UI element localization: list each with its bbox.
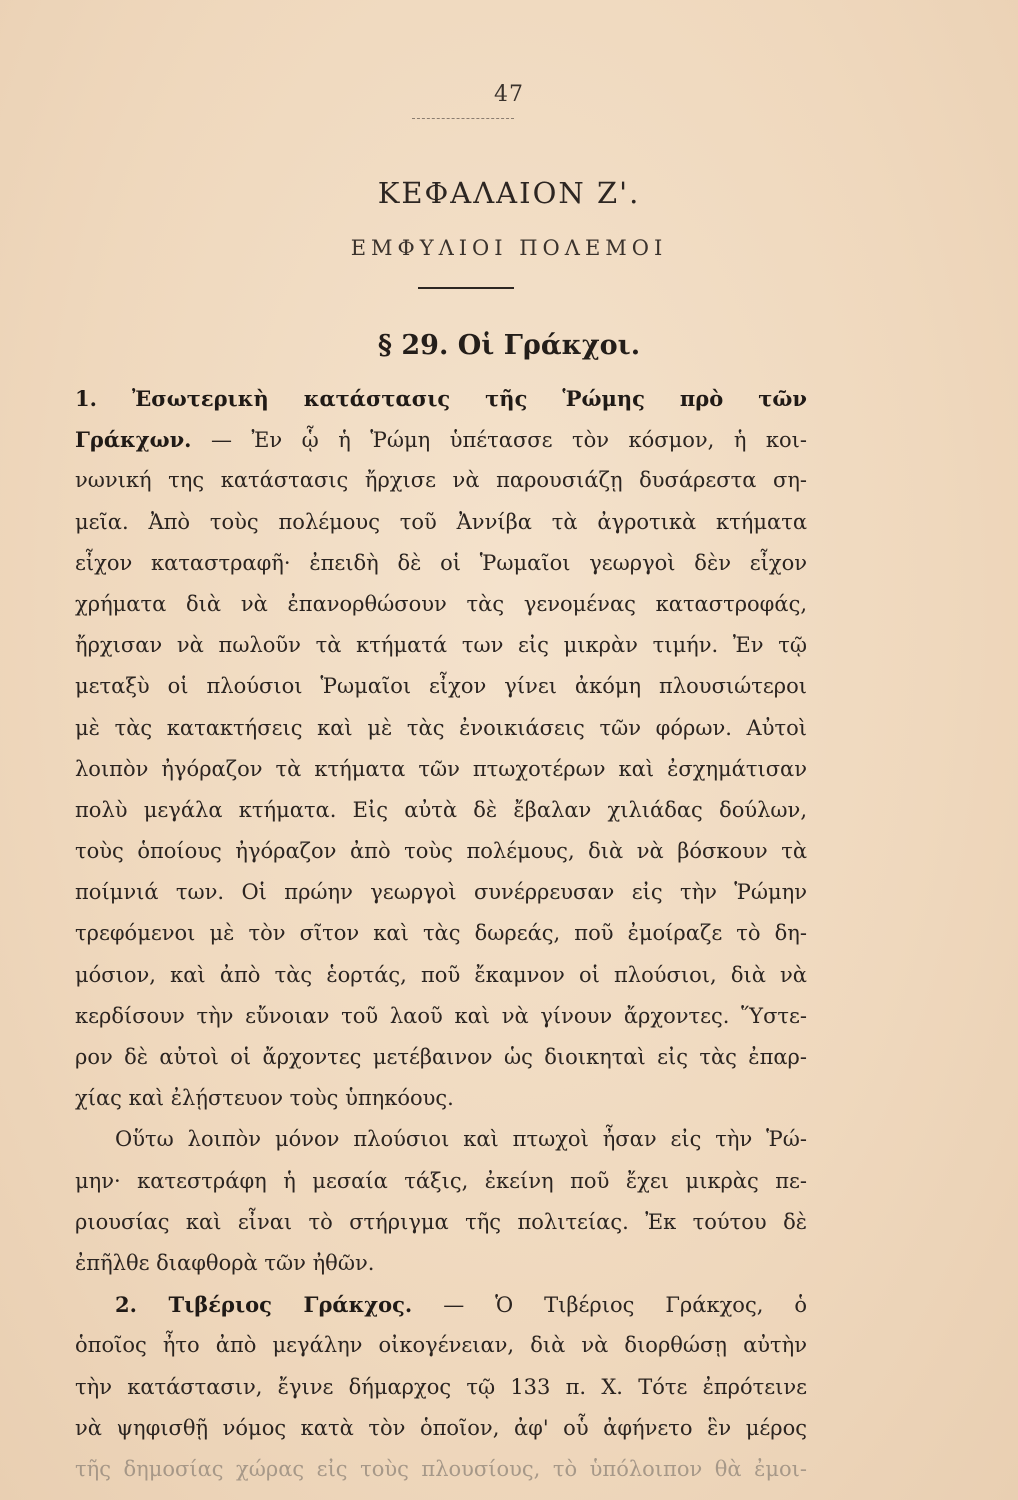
page-number: 47 bbox=[494, 82, 524, 107]
body-text bbox=[75, 378, 807, 1490]
paragraph-heading: 1. Ἐσωτερικὴ κατάστασις τῆς Ῥώμης πρὸ τῶν bbox=[75, 386, 807, 411]
text-line: μεῖα. Ἀπὸ τοὺς πολέμους τοῦ Ἀννίβα τὰ ἀγροτικὰ κτήματα bbox=[75, 509, 807, 534]
text-line: χρήματα διὰ νὰ ἐπανορθώσουν τὰς γενομένας καταστροφάς, bbox=[75, 591, 807, 616]
section-heading: § 29. Οἱ Γράκχοι. bbox=[377, 330, 641, 361]
text-line: λοιπὸν ἠγόραζον τὰ κτήματα τῶν πτωχοτέρων καὶ ἐσχημάτισαν bbox=[75, 756, 807, 781]
text-line: ριουσίας καὶ εἶναι τὸ στήριγμα τῆς πολιτείας. Ἐκ τούτου δὲ bbox=[75, 1209, 807, 1234]
paragraph-heading-continued: Γράκχων. bbox=[75, 427, 192, 453]
text-line: μὲ τὰς κατακτήσεις καὶ μὲ τὰς ἐνοικιάσεις τῶν φόρων. Αὐτοὶ bbox=[75, 715, 807, 740]
text-line: μην· κατεστράφη ἡ μεσαία τάξις, ἐκείνη ποῦ ἔχει μικρὰς πε- bbox=[75, 1168, 807, 1193]
text-span: — Ἐν ᾧ ἡ Ῥώμη ὑπέτασσε τὸν κόσμον, ἡ κοι- bbox=[210, 428, 807, 453]
chapter-subtitle: ΕΜΦΥΛΙΟΙ ΠΟΛΕΜΟΙ bbox=[350, 236, 668, 260]
text-line: νὰ ψηφισθῇ νόμος κατὰ τὸν ὁποῖον, ἀφ' οὗ ἀφήνετο ἓν μέρος bbox=[75, 1415, 807, 1440]
text-line: ὁποῖος ἦτο ἀπὸ μεγάλην οἰκογένειαν, διὰ νὰ διορθώσῃ αὐτὴν bbox=[75, 1333, 807, 1358]
text-span: — Ὁ Τιβέριος Γράκχος, ὁ bbox=[443, 1293, 807, 1318]
text-line: μεταξὺ οἱ πλούσιοι Ῥωμαῖοι εἶχον γίνει ἀκόμη πλουσιώτεροι bbox=[75, 674, 807, 699]
chapter-title: ΚΕΦΑΛΑΙΟΝ Ζ'. bbox=[377, 176, 641, 210]
text-line: κερδίσουν τὴν εὔνοιαν τοῦ λαοῦ καὶ νὰ γίνουν ἄρχοντες. Ὕστε- bbox=[75, 1003, 807, 1028]
page-number-underline bbox=[412, 118, 514, 119]
text-line: μόσιον, καὶ ἀπὸ τὰς ἑορτάς, ποῦ ἔκαμνον οἱ πλούσιοι, διὰ νὰ bbox=[75, 962, 807, 987]
text-line: Οὕτω λοιπὸν μόνον πλούσιοι καὶ πτωχοὶ ἦσαν εἰς τὴν Ῥώ- bbox=[115, 1127, 807, 1152]
text-line: εἶχον καταστραφῆ· ἐπειδὴ δὲ οἱ Ῥωμαῖοι γεωργοὶ δὲν εἶχον bbox=[75, 550, 807, 575]
paragraph-heading: 2. Τιβέριος Γράκχος. bbox=[115, 1292, 413, 1318]
text-line: ἤρχισαν νὰ πωλοῦν τὰ κτήματά των εἰς μικρὰν τιμήν. Ἐν τῷ bbox=[75, 633, 807, 658]
text-line: ἐπῆλθε διαφθορὰ τῶν ἠθῶν. bbox=[75, 1250, 375, 1275]
title-divider bbox=[418, 287, 514, 289]
text-line: ποίμνιά των. Οἱ πρώην γεωργοὶ συνέρρευσαν εἰς τὴν Ῥώμην bbox=[75, 880, 807, 905]
text-line: τοὺς ὁποίους ἠγόραζον ἀπὸ τοὺς πολέμους, διὰ νὰ βόσκουν τὰ bbox=[75, 839, 807, 864]
text-line bbox=[75, 1284, 807, 1325]
text-line bbox=[75, 378, 807, 419]
text-line: χίας καὶ ἐλῄστευον τοὺς ὑπηκόους. bbox=[75, 1086, 454, 1111]
text-line: ρον δὲ αὐτοὶ οἱ ἄρχοντες μετέβαινον ὡς διοικηταὶ εἰς τὰς ἐπαρ- bbox=[75, 1045, 807, 1069]
text-line: πολὺ μεγάλα κτήματα. Εἰς αὐτὰ δὲ ἔβαλαν χιλιάδας δούλων, bbox=[75, 797, 807, 822]
text-line bbox=[75, 419, 807, 460]
text-line: νωνική της κατάστασις ἤρχισε νὰ παρουσιάζῃ δυσάρεστα ση- bbox=[75, 468, 807, 493]
text-line: τὴν κατάστασιν, ἔγινε δήμαρχος τῷ 133 π. Χ. Τότε ἐπρότεινε bbox=[75, 1374, 807, 1399]
text-line: τῆς δημοσίας χώρας εἰς τοὺς πλουσίους, τὸ ὑπόλοιπον θὰ ἐμοι- bbox=[75, 1456, 807, 1481]
text-line: τρεφόμενοι μὲ τὸν σῖτον καὶ τὰς δωρεάς, ποῦ ἐμοίραζε τὸ δη- bbox=[75, 921, 807, 946]
